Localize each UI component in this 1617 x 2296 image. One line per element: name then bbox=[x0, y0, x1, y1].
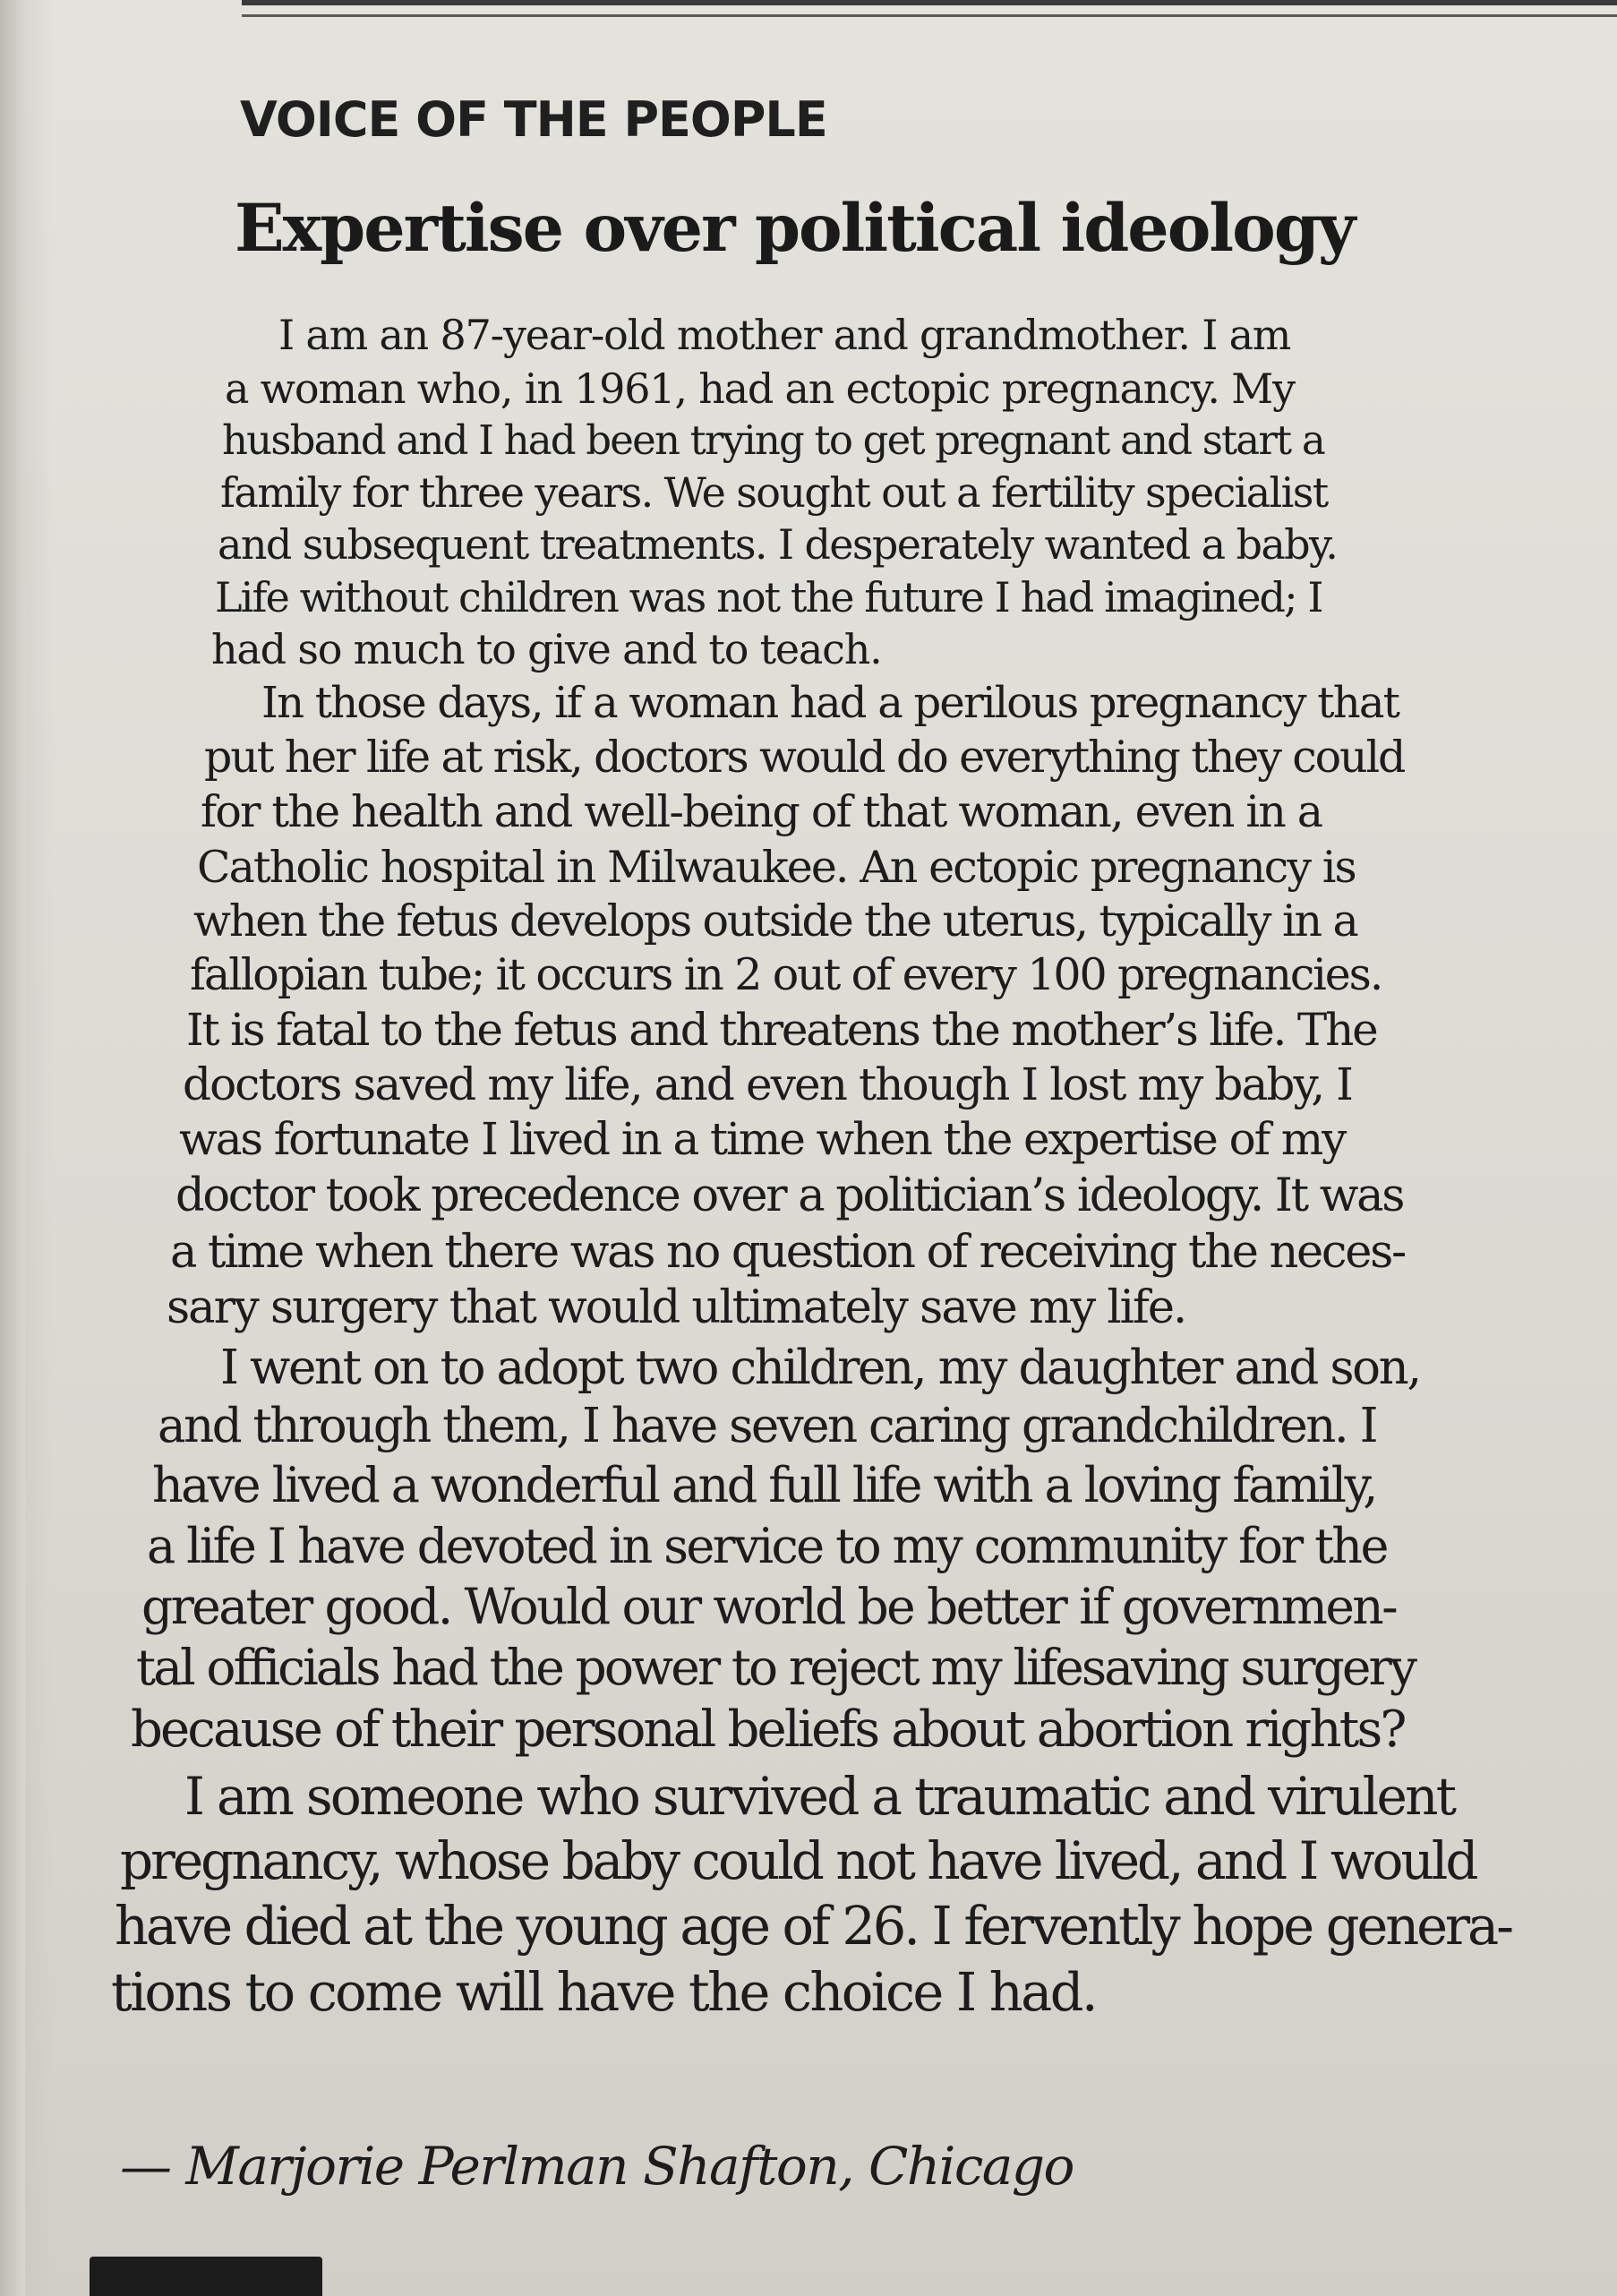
next-article-headline-fragment bbox=[90, 2257, 322, 2296]
section-kicker: VOICE OF THE PEOPLE bbox=[240, 91, 827, 148]
body-line: have died at the young age of 26. I fervently hope genera- bbox=[115, 1895, 1511, 1957]
headline: Expertise over political ideology bbox=[235, 190, 1355, 267]
body-line: fallopian tube; it occurs in 2 out of every 100 pregnancies. bbox=[190, 949, 1382, 1000]
body-line: tions to come will have the choice I had. bbox=[111, 1961, 1097, 2023]
body-line: a time when there was no question of receiving the neces- bbox=[170, 1226, 1405, 1279]
body-line: Life without children was not the future I had imagined; I bbox=[215, 573, 1322, 621]
body-line: sary surgery that would ultimately save my life. bbox=[167, 1281, 1186, 1334]
body-line: husband and I had been trying to get pregnant and start a bbox=[222, 416, 1324, 464]
body-line: a life I have devoted in service to my community for the bbox=[147, 1518, 1387, 1574]
body-line: family for three years. We sought out a fertility specialist bbox=[220, 468, 1328, 517]
body-line: have lived a wonderful and full life with a loving family, bbox=[152, 1457, 1376, 1513]
body-line: when the fetus develops outside the uterus, typically in a bbox=[193, 895, 1357, 947]
body-line: In those days, if a woman had a perilous pregnancy that bbox=[261, 678, 1399, 728]
body-line: greater good. Would our world be better if governmen- bbox=[141, 1578, 1397, 1635]
body-line: I went on to adopt two children, my daughter and son, bbox=[220, 1341, 1420, 1395]
body-line: for the health and well-being of that woman, even in a bbox=[201, 786, 1322, 837]
body-line: It is fatal to the fetus and threatens the mother’s life. The bbox=[186, 1004, 1377, 1056]
body-line: I am someone who survived a traumatic and virulent bbox=[184, 1766, 1455, 1827]
body-line: doctor took precedence over a politician’s ideology. It was bbox=[175, 1169, 1404, 1222]
body-line: had so much to give and to teach. bbox=[211, 625, 882, 673]
letter-signature: — Marjorie Perlman Shafton, Chicago bbox=[120, 2136, 1074, 2197]
body-line: because of their personal beliefs about abortion rights? bbox=[131, 1701, 1405, 1759]
body-line: and through them, I have seven caring grandchildren. I bbox=[158, 1399, 1377, 1453]
body-line: Catholic hospital in Milwaukee. An ectopic pregnancy is bbox=[197, 842, 1356, 893]
body-line: tal officials had the power to reject my lifesaving surgery bbox=[136, 1639, 1416, 1696]
body-line: doctors saved my life, and even though I lost my baby, I bbox=[183, 1058, 1353, 1110]
body-line: pregnancy, whose baby could not have lived, and I would bbox=[120, 1830, 1476, 1891]
body-line: was fortunate I lived in a time when the expertise of my bbox=[179, 1113, 1346, 1165]
body-line: and subsequent treatments. I desperately wanted a baby. bbox=[218, 520, 1338, 569]
body-line: a woman who, in 1961, had an ectopic pregnancy. My bbox=[225, 364, 1295, 413]
body-line: put her life at risk, doctors would do everything they could bbox=[204, 732, 1405, 783]
body-line: I am an 87-year-old mother and grandmother. I am bbox=[278, 311, 1291, 359]
